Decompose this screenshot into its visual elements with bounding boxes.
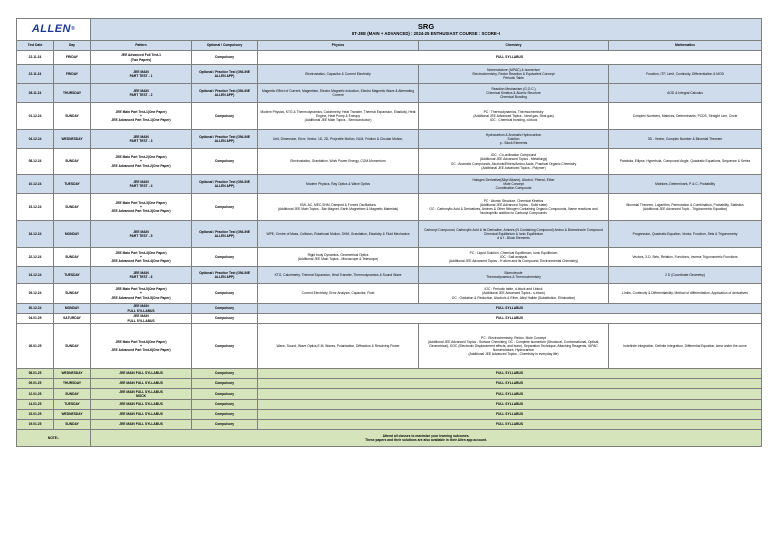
table-row	[17, 103, 762, 130]
cell-pattern	[91, 149, 192, 175]
pattern-line: +	[140, 254, 142, 259]
cell-compulsory: Compulsory	[192, 149, 258, 175]
cell-line: Electrochemistry, Redox Reaction & Equivalent Concept	[472, 71, 555, 76]
cell-test-date: 12.01.25	[17, 389, 54, 400]
cell-line: Nomenclature (IUPAC) & Isomerism	[487, 67, 540, 72]
cell-chemistry	[419, 284, 609, 304]
pattern-line: +	[140, 343, 142, 348]
table-row	[17, 400, 762, 410]
cell-line: OC : Carbonylic Acid & Derivatives, Amines & Other Nitrogen Containing Organic Compounds, Name reactions and Nucleophilic addition to Carbonyl Compounds	[429, 207, 598, 216]
cell-test-date: 30.12.24	[17, 304, 54, 314]
pattern-line: PART TEST - 6	[129, 275, 153, 279]
cell-mathematics: AOD & Integral Calculus	[609, 84, 762, 103]
cell-day: SUNDAY	[54, 194, 91, 221]
cell-chemistry	[419, 175, 609, 194]
cell-line: Thermodynamics & Thermochemistry	[486, 275, 541, 279]
pattern-line: JEE Advanced Part Test-2(One Paper)	[111, 163, 171, 168]
pattern-line: JEE MAIN FULL SYLLABUS	[119, 402, 163, 407]
pattern-line: JEE MAIN	[133, 69, 149, 74]
cell-test-date: 04.12.24	[17, 130, 54, 149]
note-line: Attend all classes to maximize your learning outcomes.	[382, 433, 470, 438]
cell-physics: Electrostatics, Capacitor & Current Electricity	[258, 65, 419, 84]
table-row	[17, 324, 762, 369]
table-row	[17, 194, 762, 221]
cell-test-date: 22.11.24	[17, 65, 54, 84]
cell-mathematics: Parabola, Ellipse, Hyperbola, Compound Angle, Quadratic Equations, Sequence & Series	[609, 149, 762, 175]
cell-line: Solution	[507, 136, 520, 141]
cell-pattern	[91, 267, 192, 284]
pattern-line: +	[140, 204, 142, 209]
pattern-line: FULL SYLLABUS	[127, 318, 155, 323]
cell-line: (Additional JEE Advanced Topics - H atom and its Compound, Environmental Chemistry)	[448, 259, 579, 264]
table-row	[17, 389, 762, 400]
table-row	[17, 284, 762, 304]
logo-text: ALLEN	[31, 23, 71, 36]
pattern-line: PART TEST - 3	[129, 139, 153, 143]
cell-physics: KTG, Calorimetry, Thermal Expansion, Heat Transfer, Thermodynamics & Sound Wave	[258, 267, 419, 284]
cell-physics: Electrostatics, Gravitation, Work Power Energy, COM-Momentum	[258, 149, 419, 175]
cell-chemistry	[419, 65, 609, 84]
title-block	[91, 19, 762, 41]
col-header-pattern: Pattern	[91, 41, 192, 51]
cell-mathematics: Indefinite Integration, Definite Integration, Differential Equation, Area under the curve	[609, 324, 762, 369]
cell-line: Modern Physics, KTG & Thermodynamics, Calorimetry, Heat Transfer, Thermal Expansion, Elasticity, Heat Engine, Heat Pump & Entropy	[260, 109, 416, 118]
cell-test-date: 14.01.25	[17, 400, 54, 410]
cell-day: TUESDAY	[54, 267, 91, 284]
table-row	[17, 248, 762, 267]
cell-line: PC : Liquid Solution, Chemical Equilibrium, Ionic Equilibrium	[469, 250, 558, 255]
cell-line: IOC : Salt analysis	[499, 254, 528, 259]
cell-line: Periodic Table	[503, 76, 524, 81]
page-subtitle: IIT-JEE (MAIN + ADVANCED) : 2024-25 ENTHUSIAST COURSE : SCORE–I	[351, 31, 501, 36]
pattern-line: JEE MAIN FULL SYLLABUS	[119, 371, 163, 376]
cell-line: Chemical Bonding	[500, 95, 527, 100]
note-row	[17, 430, 762, 447]
cell-line: IOC : Co-ordination Compound	[490, 153, 537, 158]
cell-day: WEDNESDAY	[54, 130, 91, 149]
cell-day: FRIDAY	[54, 65, 91, 84]
cell-pattern	[91, 130, 192, 149]
cell-day: TUESDAY	[54, 400, 91, 410]
cell-test-date: 22.11.24	[17, 51, 54, 65]
pattern-line: JEE Advanced Part Test-4(One Paper)	[111, 259, 171, 264]
cell-test-date: 24.12.24	[17, 267, 54, 284]
cell-test-date: 15.01.25	[17, 410, 54, 420]
cell-line: OC : Oxidation & Reduction, Alcohols & Ether, Alkyl Halide (Substitution, Elimination)	[451, 295, 576, 300]
cell-full-syllabus: FULL SYLLABUS	[258, 379, 762, 389]
allen-logo	[17, 19, 91, 41]
pattern-line: JEE Advanced Part Test-1(One Paper)	[111, 118, 171, 123]
table-row	[17, 175, 762, 194]
cell-pattern	[91, 410, 192, 420]
cell-day: SATURDAY	[54, 314, 91, 324]
cell-physics: Modern Physics, Ray Optics & Wave Optics	[258, 175, 419, 194]
cell-physics: Current Electricity, Error Analysis, Capacitor, Fluid	[258, 284, 419, 304]
cell-day: MONDAY	[54, 221, 91, 248]
cell-full-syllabus: FULL SYLLABUS	[258, 389, 762, 400]
cell-compulsory: Compulsory	[192, 194, 258, 221]
cell-test-date: 15.12.24	[17, 194, 54, 221]
cell-line: IOC : Periodic table, d-block and f-block	[484, 287, 543, 292]
cell-chemistry	[419, 103, 609, 130]
cell-pattern	[91, 175, 192, 194]
table-row	[17, 369, 762, 379]
cell-line: PC : Electrochemistry, Redox, Mole Concept	[481, 335, 547, 340]
cell-compulsory: Compulsory	[192, 389, 258, 400]
cell-day: SUNDAY	[54, 149, 91, 175]
cell-compulsory: Compulsory	[192, 248, 258, 267]
cell-day: WEDNESDAY	[54, 369, 91, 379]
pattern-line: JEE Main Part Test-3(One Paper)	[115, 200, 167, 205]
cell-pattern	[91, 51, 192, 65]
cell-full-syllabus: FULL SYLLABUS	[258, 314, 762, 324]
cell-compulsory: Compulsory	[192, 410, 258, 420]
cell-optional: Optional / Practice Test (ONLINE ALLEN APP)	[192, 267, 258, 284]
cell-mathematics: Limits, Continuity & Differentiability, Method of differentiation, Application of derivatives	[609, 284, 762, 304]
cell-pattern	[91, 379, 192, 389]
table-row	[17, 420, 762, 430]
pattern-line: JEE Advanced Part Test-3(One Paper)	[111, 209, 171, 214]
cell-full-syllabus: FULL SYLLABUS	[258, 369, 762, 379]
pattern-line: JEE MAIN	[133, 179, 149, 184]
cell-test-date: 08.12.24	[17, 149, 54, 175]
col-header-optional-compulsory: Optional / Compulsory	[192, 41, 258, 51]
cell-test-date: 29.12.24	[17, 284, 54, 304]
pattern-line: JEE MAIN	[133, 270, 149, 275]
table-row	[17, 84, 762, 103]
cell-chemistry	[419, 324, 609, 369]
cell-line: Chemical Kinetics & Atomic Structure	[486, 90, 541, 95]
cell-physics: Unit, Dimension, Error, Vector, 1D, 2D, Projectile Motion, NLM, Friction & Circular Motion,	[258, 130, 419, 149]
cell-test-date: 22.12.24	[17, 248, 54, 267]
cell-pattern	[91, 324, 192, 369]
pattern-line: JEE Main Part Test-6(One Paper)	[115, 339, 167, 344]
cell-mathematics: Vectors, 3-D, Sets, Relation, Functions, Inverse Trigonometric Functions	[609, 248, 762, 267]
cell-line: (Additional JEE Advanced Topics - Solid state)	[479, 202, 548, 207]
cell-chemistry	[419, 267, 609, 284]
cell-compulsory: Compulsory	[192, 284, 258, 304]
pattern-line: +	[140, 291, 142, 296]
cell-mathematics: Progression, Quadratic Equation, Vector, Function, Sets & Trigonometry	[609, 221, 762, 248]
cell-full-syllabus: FULL SYLLABUS	[258, 410, 762, 420]
cell-compulsory: Compulsory	[192, 324, 258, 369]
cell-day: WEDNESDAY	[54, 410, 91, 420]
cell-test-date: 26.01.25	[17, 324, 54, 369]
cell-test-date: 09.01.25	[17, 379, 54, 389]
note-label: NOTE:-	[17, 430, 91, 447]
pattern-line: JEE MAIN FULL SYLLABUS	[119, 381, 163, 386]
cell-line: Reaction Mechanism (G.O.C.)	[491, 86, 536, 91]
table-row	[17, 65, 762, 84]
cell-compulsory: Compulsory	[192, 51, 258, 65]
cell-line: (Additional JEE Advanced Topics - s-block)	[482, 291, 545, 296]
cell-day: SUNDAY	[54, 324, 91, 369]
cell-test-date: 28.11.24	[17, 84, 54, 103]
pattern-line: +	[140, 113, 142, 118]
cell-day: SUNDAY	[54, 389, 91, 400]
cell-pattern	[91, 284, 192, 304]
pattern-line: JEE MAIN	[133, 304, 149, 309]
cell-mathematics: Complex Numbers, Matrices, Determinants, PCDS, Straight Line, Circle	[609, 103, 762, 130]
cell-test-date: 10.12.24	[17, 175, 54, 194]
header-row	[17, 41, 762, 51]
cell-physics: Magnetic Effect of Current, Magnetism, Electro Magnetic Induction, Electro Magnetic Wave & Alternating Current	[258, 84, 419, 103]
cell-pattern	[91, 194, 192, 221]
cell-compulsory: Compulsory	[192, 400, 258, 410]
cell-line: Coordination Compound	[495, 186, 532, 191]
cell-day: THURSDAY	[54, 379, 91, 389]
cell-chemistry	[419, 194, 609, 221]
table-row	[17, 51, 762, 65]
pattern-line: MOCK	[135, 394, 147, 398]
pattern-line: PART TEST - 5	[129, 234, 153, 238]
cell-mathematics: Function, ITF, Limit, Continuity, Differentiation & MOD	[609, 65, 762, 84]
cell-pattern	[91, 248, 192, 267]
cell-mathematics	[609, 194, 762, 221]
cell-pattern	[91, 314, 192, 324]
pattern-line: JEE Main Part Test-2(One Paper)	[115, 155, 167, 160]
cell-chemistry	[419, 221, 609, 248]
col-header-test-date: Test Date	[17, 41, 54, 51]
cell-full-syllabus: FULL SYLLABUS	[258, 304, 762, 314]
cell-line: Mole Concept	[503, 181, 524, 186]
cell-mathematics: 2 D (Coordinate Geometry)	[609, 267, 762, 284]
table-row	[17, 379, 762, 389]
cell-day: SUNDAY	[54, 103, 91, 130]
pattern-line: JEE MAIN FULL SYLLABUS	[119, 422, 163, 427]
cell-test-date: 04.01.25	[17, 314, 54, 324]
cell-line: d & f - Block Elements	[497, 236, 530, 241]
note-line: These papers and their solutions are also available in their Allen app account.	[365, 438, 487, 442]
pattern-line: PART TEST - 4	[129, 184, 153, 188]
cell-optional: Optional / Practice Test (ONLINE ALLEN APP)	[192, 84, 258, 103]
cell-line: PC : Thermodynamics, Thermochemistry	[483, 109, 544, 114]
table-row	[17, 314, 762, 324]
cell-day: THURSDAY	[54, 84, 91, 103]
cell-line: (Additional JEE Main Topics - Semiconductor)	[304, 118, 372, 123]
cell-test-date: 08.01.25	[17, 369, 54, 379]
pattern-line: (Two Papers)	[130, 57, 152, 62]
cell-compulsory: Compulsory	[192, 369, 258, 379]
pattern-line: JEE MAIN	[133, 134, 149, 139]
cell-pattern	[91, 304, 192, 314]
pattern-line: JEE MAIN	[133, 88, 149, 93]
cell-line: OC : Aromatic Compounds, Alcohols/Ethers/Amino Acids, Practical Organic Chemistry	[450, 161, 577, 166]
cell-test-date: 19.01.25	[17, 420, 54, 430]
cell-day: FRIDAY	[54, 51, 91, 65]
pattern-line: JEE Main Part Test-1(One Paper)	[115, 109, 167, 114]
cell-test-date: 01.12.24	[17, 103, 54, 130]
col-header-chemistry: Chemistry	[419, 41, 609, 51]
pattern-line: JEE MAIN FULL SYLLABUS	[119, 389, 163, 394]
cell-line: Binomial Theorem, Logarithm, Permutation & Combination, Probability, Statistics	[626, 202, 744, 207]
pattern-line: JEE MAIN	[133, 314, 149, 319]
cell-line: (Additional JEE Main Topics - Microscope & Telescope)	[297, 257, 379, 261]
pattern-line: JEE Advanced Full Test-1	[121, 53, 161, 58]
cell-line: Chemical Equilibrium & Ionic Equilibrium	[483, 231, 544, 236]
cell-day: SUNDAY	[54, 284, 91, 304]
registered-mark: ®	[71, 25, 76, 32]
cell-line: (Additional JEE Advanced Topics - Polymer)	[481, 165, 546, 170]
pattern-line: FULL SYLLABUS	[127, 308, 155, 313]
cell-chemistry	[419, 84, 609, 103]
cell-chemistry	[419, 149, 609, 175]
cell-day: MONDAY	[54, 304, 91, 314]
cell-line: (Additional JEE Advanced Topics - Metallurgy)	[479, 157, 548, 162]
pattern-line: +	[140, 159, 142, 164]
cell-physics	[258, 103, 419, 130]
cell-chemistry	[419, 130, 609, 149]
cell-line: IOC : Chemical bonding, d-block	[489, 118, 538, 123]
cell-line: (Additional JEE Advanced Topics - Ideal gas, Real gas)	[473, 113, 554, 118]
cell-pattern	[91, 84, 192, 103]
pattern-line: JEE MAIN	[133, 229, 149, 234]
cell-pattern	[91, 400, 192, 410]
cell-pattern	[91, 369, 192, 379]
note-text	[91, 430, 762, 447]
cell-full-syllabus: FULL SYLLABUS	[258, 420, 762, 430]
pattern-line: PART TEST - 2	[129, 93, 153, 97]
cell-day: TUESDAY	[54, 175, 91, 194]
cell-day: SUNDAY	[54, 248, 91, 267]
col-header-physics: Physics	[258, 41, 419, 51]
pattern-line: JEE Main Part Test-4(One Paper)	[115, 250, 167, 255]
cell-physics	[258, 248, 419, 267]
cell-line: (Additional JEE Advanced Topics - Surface Chemistry) OC : Complete isomerism (Structural, Conformational, Optical, Geometrical), GOC (Electronic Displacement effects, and bone), Separation Technique, Attaching Reagents, IUPAC Nomenclature, Hydrocarbon	[427, 339, 600, 353]
cell-physics: WPE, Centre of Mass, Collision, Rotational Motion, SHM, Gravitation, Elasticity & Fluid Mechanics	[258, 221, 419, 248]
cell-line: (Additional JEE Advanced Topic - Trigonometric Equation)	[642, 207, 728, 211]
schedule-table	[16, 18, 762, 447]
cell-pattern	[91, 65, 192, 84]
cell-compulsory: Compulsory	[192, 314, 258, 324]
cell-compulsory: Compulsory	[192, 420, 258, 430]
cell-pattern	[91, 103, 192, 130]
cell-line: Biomolecule	[504, 270, 523, 275]
cell-line: (Additional JEE Advanced Topics - Chemistry in everyday life)	[468, 352, 559, 357]
cell-pattern	[91, 389, 192, 400]
cell-optional: Optional / Practice Test (ONLINE ALLEN APP)	[192, 130, 258, 149]
cell-physics: Wave, Sound, Wave Optics,E.M. Waves, Polarisation, Diffraction & Resolving Power	[258, 324, 419, 369]
table-row	[17, 267, 762, 284]
cell-line: Rigid body Dynamics, Geometrical Optics	[307, 252, 369, 257]
pattern-line: JEE Advanced Part Test-5(One Paper)	[111, 295, 171, 300]
table-row	[17, 149, 762, 175]
cell-physics	[258, 194, 419, 221]
pattern-line: JEE Main Part Test-5(One Paper)	[115, 287, 167, 292]
cell-pattern	[91, 420, 192, 430]
cell-full-syllabus: FULL SYLLABUS	[258, 400, 762, 410]
col-header-day: Day	[54, 41, 91, 51]
cell-test-date: 16.12.24	[17, 221, 54, 248]
cell-mathematics: 3D - Vector, Complex Number & Binomial Theorem	[609, 130, 762, 149]
cell-chemistry	[419, 248, 609, 267]
table-row	[17, 304, 762, 314]
cell-compulsory: Compulsory	[192, 304, 258, 314]
cell-compulsory: Compulsory	[192, 379, 258, 389]
pattern-line: JEE MAIN FULL SYLLABUS	[119, 412, 163, 417]
table-row	[17, 221, 762, 248]
pattern-line: JEE Advanced Part Test-6(One Paper)	[111, 348, 171, 353]
col-header-mathematics: Mathematics	[609, 41, 762, 51]
cell-line: Hydrocarbon & Aromatic Hydrocarbon	[485, 132, 542, 137]
cell-optional: Optional / Practice Test (ONLINE ALLEN APP)	[192, 65, 258, 84]
cell-line: PC : Atomic Structure, Chemical Kinetics	[483, 198, 544, 203]
cell-line: p - Block Elements	[499, 141, 528, 146]
pattern-line: PART TEST - 1	[129, 74, 153, 78]
cell-mathematics: Matrices, Determinant, P & C, Probability	[609, 175, 762, 194]
cell-line: Halogen Derivative(Alkyl Alkane), Alcohol, Phenol, Ether	[472, 177, 555, 182]
cell-pattern	[91, 221, 192, 248]
table-row	[17, 410, 762, 420]
cell-optional: Optional / Practice Test (ONLINE ALLEN APP)	[192, 175, 258, 194]
cell-compulsory: Compulsory	[192, 103, 258, 130]
cell-line: (Additional JEE Main Topics - Bar Magnet, Earth Magnetism & Magnetic Materials)	[277, 207, 399, 211]
page-title: SRG	[417, 22, 435, 31]
cell-day: SUNDAY	[54, 420, 91, 430]
cell-optional: Optional / Practice Test (ONLINE ALLEN APP)	[192, 221, 258, 248]
cell-line: EMI, AC, MEC,SHM, Damped & Forced Oscillations	[300, 202, 376, 207]
table-row	[17, 130, 762, 149]
cell-line: Carbonyl Compound, Carboxylic Acid & Its Derivative, Amines (N Containing Compound) Amino & Biomolecule Compound	[424, 227, 603, 232]
cell-full-syllabus: FULL SYLLABUS	[258, 51, 762, 65]
